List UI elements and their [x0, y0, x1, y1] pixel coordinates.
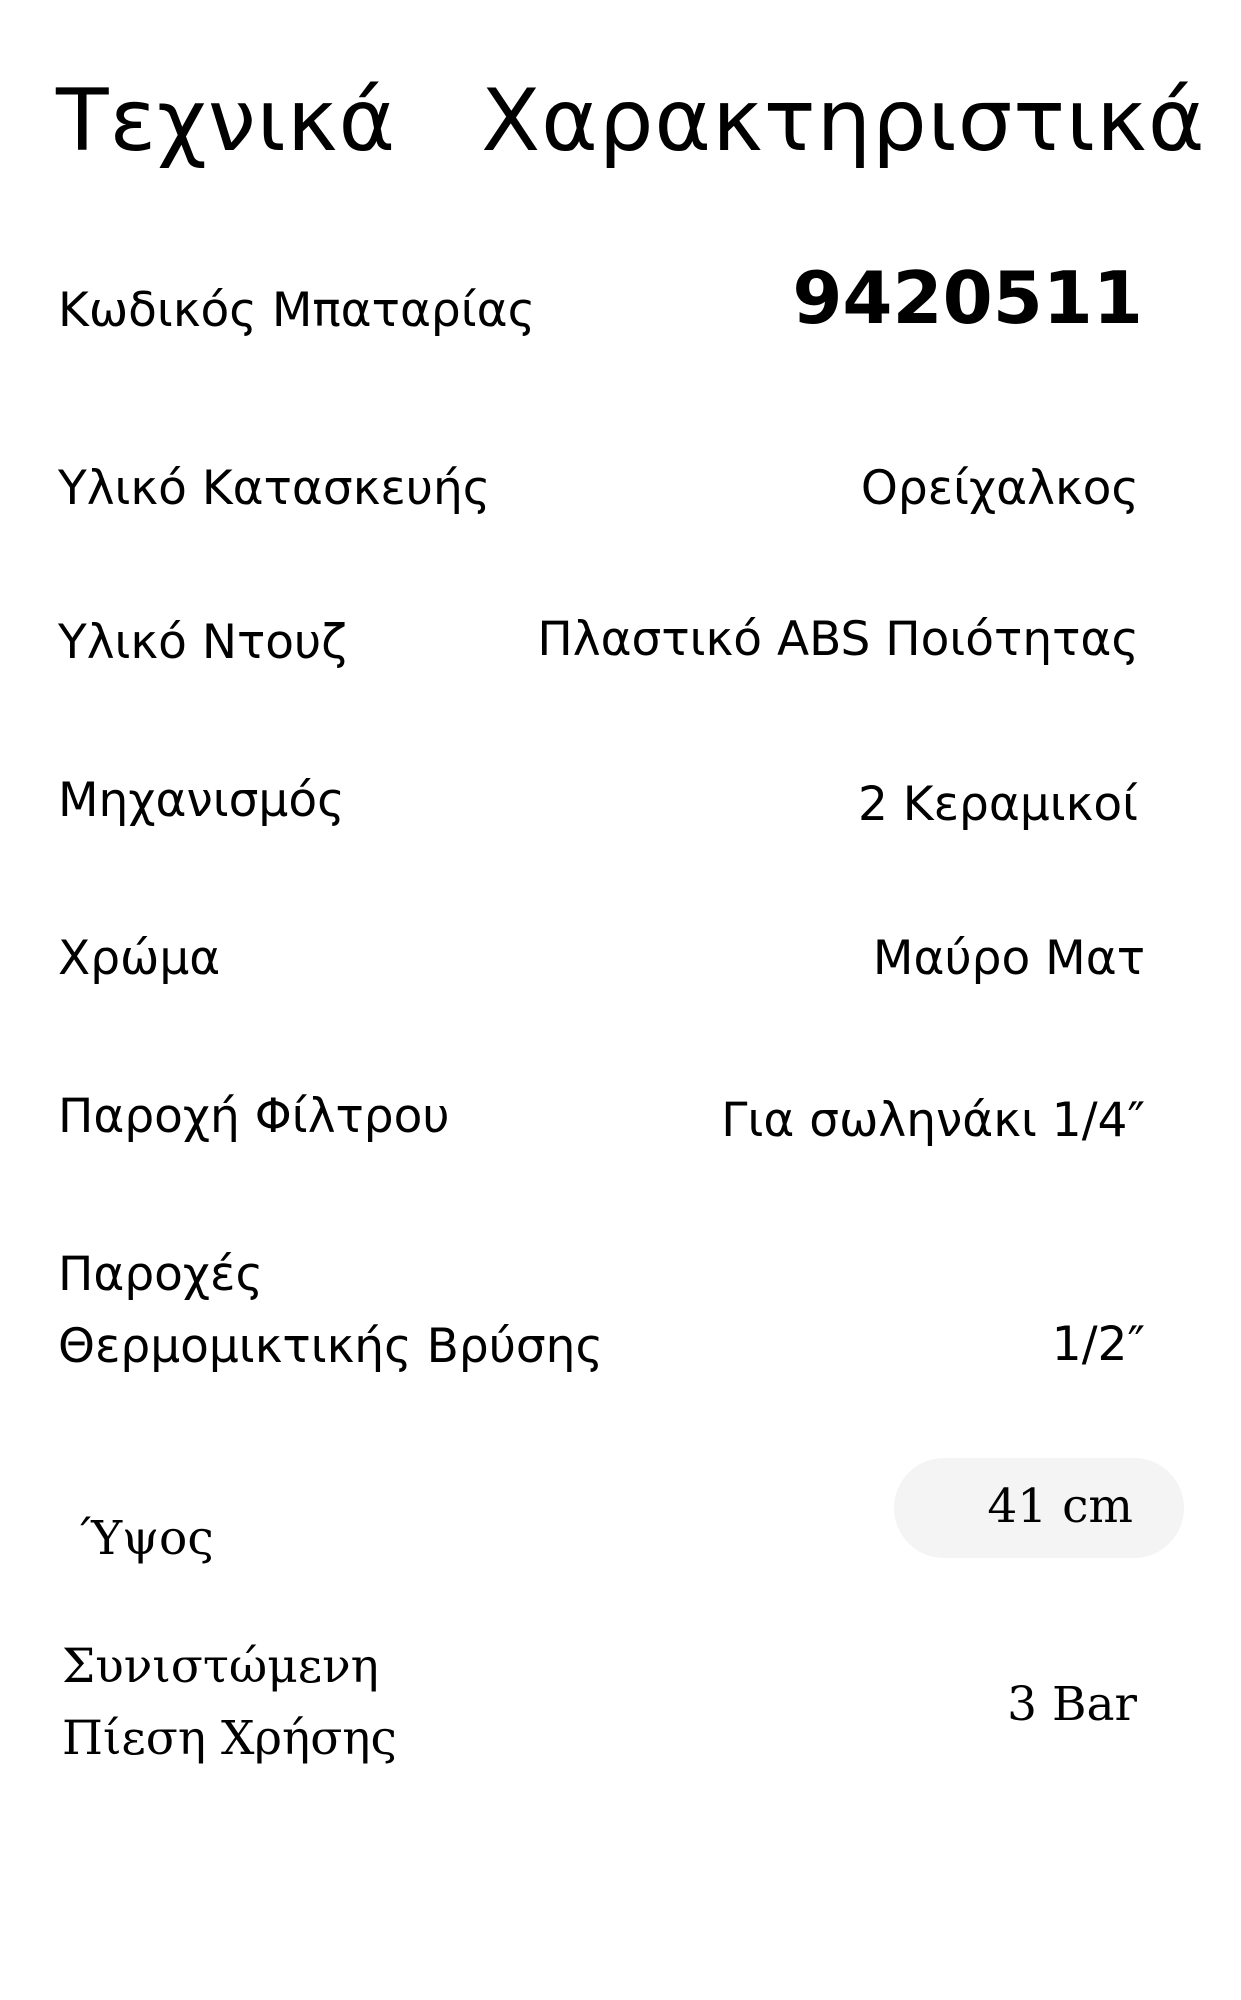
spec-label-shower: Υλικό Ντουζ: [58, 615, 347, 670]
spec-value-material: Ορείχαλκος: [860, 461, 1139, 516]
spec-label-supply-line2: Θερμομικτικής Βρύσης: [58, 1319, 604, 1374]
spec-label-supply-line1: Παροχές: [58, 1247, 264, 1302]
spec-value-mechanism: 2 Κεραμικοί: [857, 777, 1138, 832]
spec-value-shower: Πλαστικό ABS Ποιότητας: [537, 612, 1139, 667]
spec-value-supply: 1/2″: [1051, 1317, 1145, 1372]
spec-label-height: Ύψος: [80, 1511, 214, 1566]
spec-label-filter: Παροχή Φίλτρου: [58, 1089, 450, 1144]
spec-value-filter: Για σωληνάκι 1/4″: [721, 1093, 1145, 1148]
spec-value-height: 41 cm: [987, 1479, 1133, 1534]
spec-label-code: Κωδικός Μπαταρίας: [58, 283, 536, 338]
spec-value-code: 9420511: [792, 256, 1143, 340]
spec-label-mechanism: Μηχανισμός: [58, 773, 345, 828]
spec-label-pressure-line1: Συνιστώμενη: [62, 1639, 379, 1694]
spec-label-pressure-line2: Πίεση Χρήσης: [62, 1711, 397, 1766]
page-title: Τεχνικά Χαρακτηριστικά: [56, 71, 1206, 171]
spec-value-color: Μαύρο Ματ: [872, 931, 1145, 986]
spec-label-color: Χρώμα: [58, 931, 221, 986]
spec-value-pressure: 3 Bar: [1007, 1677, 1137, 1732]
spec-label-material: Υλικό Κατασκευής: [58, 461, 491, 516]
